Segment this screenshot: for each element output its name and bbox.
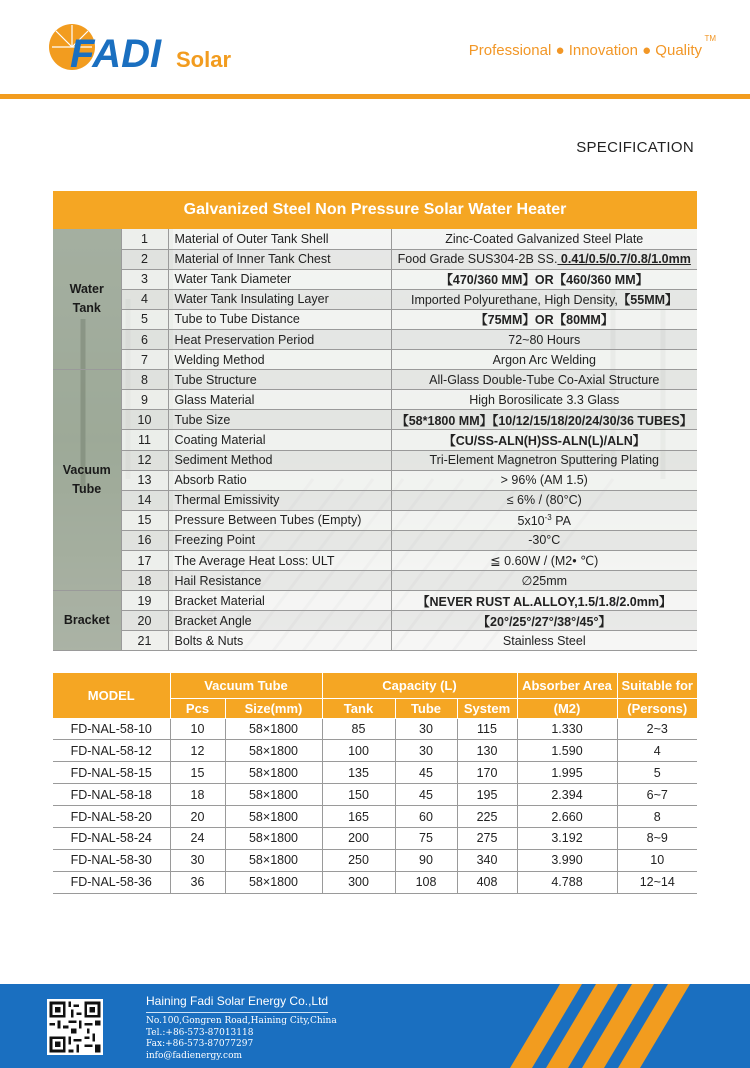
capacity-system: 225 [457, 806, 517, 828]
suitable-persons: 5 [617, 762, 697, 784]
spec-value [391, 430, 697, 450]
spec-value: 72~80 Hours [391, 329, 697, 349]
spec-value-bold: 【NEVER RUST AL.ALLOY,1.5/1.8/2.0mm】 [417, 594, 672, 609]
spec-row [53, 571, 697, 591]
model-name: FD-NAL-58-18 [53, 784, 170, 806]
spec-value-bold: 【75MM】OR【80MM】 [475, 313, 614, 328]
spec-row [53, 249, 697, 269]
capacity-tube: 108 [395, 871, 457, 893]
spec-number: 10 [121, 410, 168, 430]
spec-group-line2: Tube [72, 482, 102, 497]
spec-number: 2 [121, 249, 168, 269]
svg-text:FADI: FADI [70, 32, 162, 76]
spec-row [53, 329, 697, 349]
spec-value [391, 510, 697, 530]
spec-item: Hail Resistance [168, 571, 391, 591]
spec-number: 12 [121, 450, 168, 470]
telephone: Tel.:+86-573-87013118 [146, 1027, 254, 1038]
spec-row [53, 631, 697, 651]
spec-value: Tri-Element Magnetron Sputtering Plating [391, 450, 697, 470]
capacity-tank: 165 [322, 806, 395, 828]
model-name: FD-NAL-58-10 [53, 718, 170, 740]
spec-value-bold: 【470/360 MM】OR【460/360 MM】 [440, 273, 649, 288]
header-persons: (Persons) [617, 698, 697, 718]
spec-number: 14 [121, 490, 168, 510]
table-row [53, 718, 697, 740]
spec-row [53, 551, 697, 571]
header-pcs: Pcs [170, 698, 225, 718]
tube-pcs: 20 [170, 806, 225, 828]
spec-value-bold: 0.41/0.5/0.7/0.8/1.0mm [557, 252, 691, 267]
spec-item: Material of Inner Tank Chest [168, 249, 391, 269]
model-name: FD-NAL-58-15 [53, 762, 170, 784]
spec-row [53, 510, 697, 530]
spec-group-line1: Vacuum [62, 463, 111, 478]
tube-size: 58×1800 [225, 718, 322, 740]
spec-item: Freezing Point [168, 530, 391, 550]
absorber-area: 2.394 [517, 784, 617, 806]
spec-value: Argon Arc Welding [391, 350, 697, 370]
capacity-tube: 60 [395, 806, 457, 828]
spec-group-label [53, 591, 121, 651]
spec-value-bold: 【CU/SS-ALN(H)SS-ALN(L)/ALN】 [443, 433, 646, 448]
spec-number: 9 [121, 390, 168, 410]
spec-value [391, 309, 697, 329]
spec-item: Bracket Angle [168, 611, 391, 631]
capacity-system: 130 [457, 740, 517, 762]
spec-row [53, 370, 697, 390]
spec-row [53, 530, 697, 550]
spec-value-bold: 【55MM】 [617, 293, 678, 308]
table-row [53, 740, 697, 762]
capacity-tube: 75 [395, 827, 457, 849]
spec-number: 20 [121, 611, 168, 631]
suitable-persons: 10 [617, 849, 697, 871]
tube-size: 58×1800 [225, 806, 322, 828]
spec-item: Tube Structure [168, 370, 391, 390]
spec-value-base: 5x10 [517, 513, 545, 528]
tube-pcs: 18 [170, 784, 225, 806]
spec-value: ∅25mm [391, 571, 697, 591]
model-name: FD-NAL-58-36 [53, 871, 170, 893]
spec-value: High Borosilicate 3.3 Glass [391, 390, 697, 410]
absorber-area: 1.590 [517, 740, 617, 762]
model-name: FD-NAL-58-24 [53, 827, 170, 849]
capacity-tube: 45 [395, 784, 457, 806]
spec-row [53, 289, 697, 309]
header-absorber-area: Absorber Area [517, 673, 617, 698]
spec-value [391, 591, 697, 611]
tube-size: 58×1800 [225, 827, 322, 849]
spec-value: ≦ 0.60W / (M2• ℃) [391, 551, 697, 571]
spec-number: 4 [121, 289, 168, 309]
qr-code-icon [47, 999, 103, 1055]
header-suitable-for: Suitable for [617, 673, 697, 698]
header-tube: Tube [395, 698, 457, 718]
spec-item: Heat Preservation Period [168, 329, 391, 349]
spec-number: 18 [121, 571, 168, 591]
spec-row [53, 269, 697, 289]
absorber-area: 1.330 [517, 718, 617, 740]
table-row [53, 806, 697, 828]
spec-value: -30°C [391, 530, 697, 550]
spec-item: Tube Size [168, 410, 391, 430]
spec-value-text: Food Grade SUS304-2B SS. [397, 252, 558, 267]
spec-group-label [53, 370, 121, 591]
spec-item: Bracket Material [168, 591, 391, 611]
spec-row [53, 591, 697, 611]
model-name: FD-NAL-58-20 [53, 806, 170, 828]
tube-size: 58×1800 [225, 740, 322, 762]
spec-number: 13 [121, 470, 168, 490]
company-name: Haining Fadi Solar Energy Co.,Ltd [146, 994, 329, 1008]
tube-size: 58×1800 [225, 849, 322, 871]
absorber-area: 3.990 [517, 849, 617, 871]
spec-item: Pressure Between Tubes (Empty) [168, 510, 391, 530]
email[interactable]: info@fadienergy.com [146, 1050, 243, 1061]
header-m2: (M2) [517, 698, 617, 718]
spec-row [53, 611, 697, 631]
spec-row [53, 490, 697, 510]
suitable-persons: 8~9 [617, 827, 697, 849]
tube-pcs: 12 [170, 740, 225, 762]
table-row [53, 784, 697, 806]
spec-row [53, 430, 697, 450]
svg-text:Solar: Solar [176, 47, 232, 72]
spec-value-unit: PA [551, 513, 571, 528]
spec-row [53, 309, 697, 329]
footer-divider [146, 1012, 328, 1013]
spec-number: 19 [121, 591, 168, 611]
header-size: Size(mm) [225, 698, 322, 718]
table-row [53, 762, 697, 784]
spec-value [391, 289, 697, 309]
spec-number: 6 [121, 329, 168, 349]
spec-value: ≤ 6% / (80°C) [391, 490, 697, 510]
spec-value: Zinc-Coated Galvanized Steel Plate [391, 229, 697, 249]
page-footer [0, 984, 750, 1068]
suitable-persons: 2~3 [617, 718, 697, 740]
absorber-area: 2.660 [517, 806, 617, 828]
capacity-tank: 150 [322, 784, 395, 806]
spec-row [53, 229, 697, 249]
capacity-system: 115 [457, 718, 517, 740]
spec-number: 1 [121, 229, 168, 249]
capacity-system: 195 [457, 784, 517, 806]
capacity-tube: 45 [395, 762, 457, 784]
spec-value-exponent: -3 [544, 512, 552, 522]
tube-pcs: 15 [170, 762, 225, 784]
capacity-system: 275 [457, 827, 517, 849]
spec-group-line1: Bracket [63, 613, 110, 628]
spec-item: Absorb Ratio [168, 470, 391, 490]
suitable-persons: 12~14 [617, 871, 697, 893]
tube-pcs: 36 [170, 871, 225, 893]
tube-size: 58×1800 [225, 762, 322, 784]
capacity-system: 408 [457, 871, 517, 893]
spec-value-bold: 【20°/25°/27°/38°/45°】 [477, 614, 611, 629]
spec-number: 15 [121, 510, 168, 530]
spec-item: Bolts & Nuts [168, 631, 391, 651]
page-header [0, 0, 750, 100]
spec-value [391, 269, 697, 289]
spec-row [53, 470, 697, 490]
table-row [53, 871, 697, 893]
spec-value-bold: 【58*1800 MM】【10/12/15/18/20/24/30/36 TUBES】 [396, 413, 693, 428]
model-table [53, 673, 697, 894]
spec-row [53, 450, 697, 470]
header-tank: Tank [322, 698, 395, 718]
tube-pcs: 10 [170, 718, 225, 740]
capacity-tank: 200 [322, 827, 395, 849]
spec-item: Water Tank Insulating Layer [168, 289, 391, 309]
header-model: MODEL [53, 673, 170, 718]
spec-group-label [53, 229, 121, 370]
spec-number: 21 [121, 631, 168, 651]
spec-item: Water Tank Diameter [168, 269, 391, 289]
absorber-area: 4.788 [517, 871, 617, 893]
spec-table-card [53, 191, 697, 651]
spec-value [391, 410, 697, 430]
page-title: SPECIFICATION [576, 139, 694, 156]
spec-number: 17 [121, 551, 168, 571]
capacity-tank: 135 [322, 762, 395, 784]
spec-number: 8 [121, 370, 168, 390]
model-name: FD-NAL-58-12 [53, 740, 170, 762]
table-row [53, 849, 697, 871]
header-divider [0, 94, 750, 99]
fadi-logo [48, 17, 248, 79]
capacity-tank: 85 [322, 718, 395, 740]
absorber-area: 1.995 [517, 762, 617, 784]
spec-item: Welding Method [168, 350, 391, 370]
header-capacity: Capacity (L) [322, 673, 517, 698]
suitable-persons: 4 [617, 740, 697, 762]
contact-info [146, 1016, 337, 1062]
capacity-tank: 250 [322, 849, 395, 871]
model-table-card [53, 673, 697, 894]
spec-value: > 96% (AM 1.5) [391, 470, 697, 490]
spec-item: Tube to Tube Distance [168, 309, 391, 329]
spec-row [53, 390, 697, 410]
capacity-system: 340 [457, 849, 517, 871]
tagline: Professional ● Innovation ● Quality TM [468, 34, 716, 59]
spec-value-text: Imported Polyurethane, High Density, [410, 293, 618, 308]
spec-number: 7 [121, 350, 168, 370]
capacity-tank: 100 [322, 740, 395, 762]
suitable-persons: 8 [617, 806, 697, 828]
address: No.100,Gongren Road,Haining City,China [146, 1016, 337, 1026]
suitable-persons: 6~7 [617, 784, 697, 806]
absorber-area: 3.192 [517, 827, 617, 849]
spec-number: 3 [121, 269, 168, 289]
spec-number: 11 [121, 430, 168, 450]
spec-value [391, 611, 697, 631]
spec-item: Coating Material [168, 430, 391, 450]
spec-value [391, 249, 697, 269]
tube-size: 58×1800 [225, 871, 322, 893]
spec-value: Stainless Steel [391, 631, 697, 651]
spec-row [53, 410, 697, 430]
spec-item: Glass Material [168, 390, 391, 410]
spec-group-line2: Tank [72, 301, 101, 316]
capacity-tube: 90 [395, 849, 457, 871]
capacity-tank: 300 [322, 871, 395, 893]
tube-size: 58×1800 [225, 784, 322, 806]
capacity-tube: 30 [395, 740, 457, 762]
spec-item: Sediment Method [168, 450, 391, 470]
spec-group-line1: Water [69, 282, 104, 297]
table-row [53, 827, 697, 849]
capacity-system: 170 [457, 762, 517, 784]
spec-row [53, 350, 697, 370]
header-system: System [457, 698, 517, 718]
spec-item: Material of Outer Tank Shell [168, 229, 391, 249]
spec-item: The Average Heat Loss: ULT [168, 551, 391, 571]
capacity-tube: 30 [395, 718, 457, 740]
spec-value: All-Glass Double-Tube Co-Axial Structure [391, 370, 697, 390]
spec-table-title: Galvanized Steel Non Pressure Solar Water Heater [53, 191, 697, 229]
spec-number: 16 [121, 530, 168, 550]
header-vacuum-tube: Vacuum Tube [170, 673, 322, 698]
fax: Fax:+86-573-87077297 [146, 1039, 254, 1049]
spec-table [53, 229, 697, 651]
spec-item: Thermal Emissivity [168, 490, 391, 510]
decorative-stripes [470, 984, 750, 1068]
model-name: FD-NAL-58-30 [53, 849, 170, 871]
tube-pcs: 24 [170, 827, 225, 849]
tube-pcs: 30 [170, 849, 225, 871]
spec-number: 5 [121, 309, 168, 329]
